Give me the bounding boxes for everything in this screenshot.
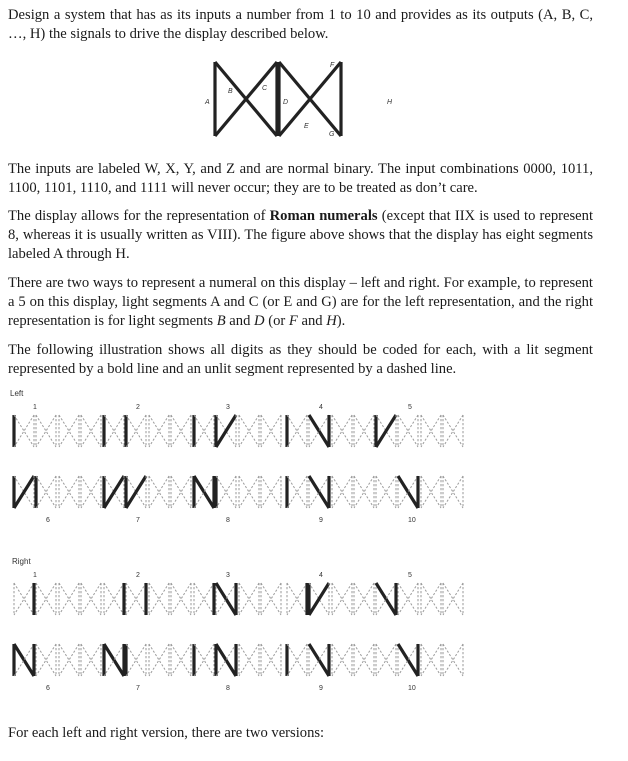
left-digit-number-5: 5 [408, 404, 412, 411]
left-digit-number-9: 9 [319, 517, 323, 524]
segment-label-d: D [283, 99, 289, 106]
left-digit-number-1: 1 [33, 404, 37, 411]
right-digit-grid [0, 566, 628, 726]
segment-label-g: G [329, 131, 335, 138]
roman-numerals-term: Roman numerals [269, 208, 378, 224]
left-digit-number-8: 8 [226, 517, 230, 524]
left-digit-number-6: 6 [46, 517, 50, 524]
display-paragraph: The display allows for the representation of Roman numerals (except that IIX is used to represent 8, whereas it is usually written as VIII). The figure above shows that the display has eight segments labeled A through H. [8, 208, 594, 262]
left-digit-number-2: 2 [136, 404, 140, 411]
segment-label-a: A [205, 99, 210, 106]
segment-label-h: H [387, 99, 393, 106]
representation-paragraph: There are two ways to represent a numeral on this display – left and right. For example, to represent a 5 on this display, light segments A and C (or E and G) are for the left representation, and the right representation is for light segments B and D (or F and H). [8, 275, 593, 329]
right-digit-number-6: 6 [46, 685, 50, 692]
left-digit-number-4: 4 [319, 404, 323, 411]
right-digit-number-10: 10 [408, 685, 416, 692]
intro-paragraph: Design a system that has as its inputs a number from 1 to 10 and provides as its outputs (A, B, C, …, H) the signals to drive the display described below. [8, 7, 593, 42]
segment-label-c: C [262, 85, 268, 92]
right-digit-number-2: 2 [136, 572, 140, 579]
left-digit-number-10: 10 [408, 517, 416, 524]
left-digit-grid [0, 398, 628, 558]
right-digit-number-9: 9 [319, 685, 323, 692]
right-digit-number-8: 8 [226, 685, 230, 692]
segment-label-b: B [228, 88, 233, 95]
inputs-paragraph: The inputs are labeled W, X, Y, and Z and are normal binary. The input combinations 0000, 1011, 1100, 1101, 1110, and 1111 will never occur; they are to be treated as don’t care. [8, 161, 593, 196]
right-digit-number-1: 1 [33, 572, 37, 579]
right-digit-number-4: 4 [319, 572, 323, 579]
segment-label-e: E [304, 123, 309, 130]
illustration-paragraph: The following illustration shows all digits as they should be coded for each, with a lit segment represented by a bold line and an unlit segment represented by a dashed line. [8, 342, 593, 377]
right-digit-number-7: 7 [136, 685, 140, 692]
closing-paragraph: For each left and right version, there are two versions: [8, 725, 325, 741]
left-section-label: Left [10, 389, 24, 398]
left-digit-number-3: 3 [226, 404, 230, 411]
right-digit-number-5: 5 [408, 572, 412, 579]
segment-label-f: F [330, 62, 335, 69]
right-digit-number-3: 3 [226, 572, 230, 579]
left-digit-number-7: 7 [136, 517, 140, 524]
right-section-label: Right [12, 557, 31, 566]
